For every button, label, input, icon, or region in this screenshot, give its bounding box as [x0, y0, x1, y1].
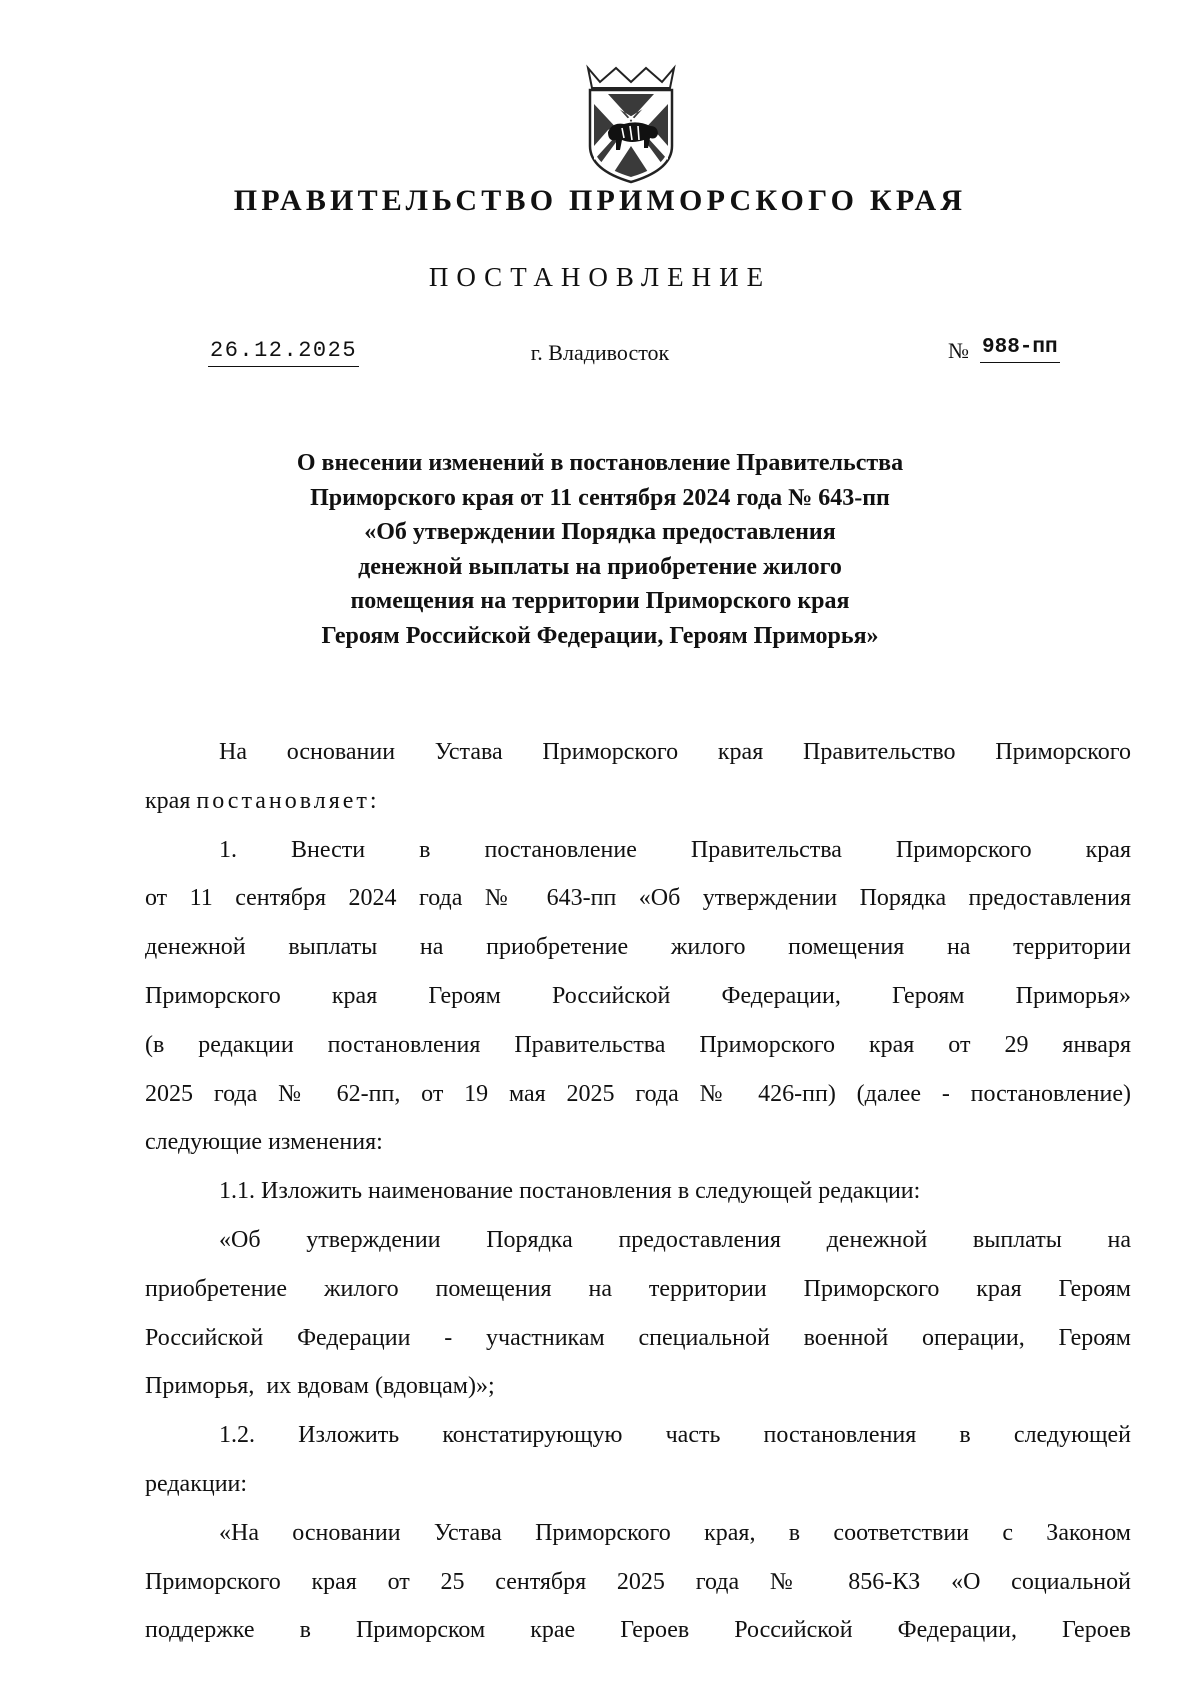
coat-of-arms-icon [578, 60, 684, 186]
paragraph-line [145, 777, 1131, 826]
resolves-word: постановляет: [196, 787, 380, 814]
paragraph-line: Приморского края от 25 сентября 2025 года № 856-КЗ «О социальной [145, 1568, 1131, 1595]
text-fragment: края [145, 787, 197, 814]
paragraph-line: приобретение жилого помещения на территории Приморского края Героям [145, 1275, 1131, 1302]
heading-line: О внесении изменений в постановление Правительства [296, 450, 904, 476]
government-title: ПРАВИТЕЛЬСТВО ПРИМОРСКОГО КРАЯ [233, 184, 967, 217]
paragraph-line: от 11 сентября 2024 года № 643-пп «Об утверждении Порядка предоставления [145, 885, 1131, 912]
heading-line: Героям Российской Федерации, Героям Приморья» [321, 622, 879, 649]
paragraph-line: денежной выплаты на приобретение жилого помещения на территории [145, 934, 1131, 961]
document-type: ПОСТАНОВЛЕНИЕ [428, 262, 772, 292]
paragraph-line: следующие изменения: [145, 1129, 383, 1156]
paragraph-line: редакции: [145, 1470, 248, 1497]
paragraph-line: Приморья, их вдовам (вдовцам)»; [145, 1373, 495, 1400]
paragraph-line: «На основании Устава Приморского края, в соответствии с Законом [219, 1519, 1131, 1546]
heading-line: Приморского края от 11 сентября 2024 года № 643-пп [310, 484, 890, 511]
heading-line: помещения на территории Приморского края [350, 588, 850, 614]
paragraph-line: 1. Внести в постановление Правительства Приморского края [219, 836, 1131, 863]
document-city: г. Владивосток [530, 340, 670, 365]
paragraph-line: поддержке в Приморском крае Героев Российской Федерации, Героев [145, 1617, 1131, 1644]
document-body [145, 728, 1131, 1655]
document-heading [0, 446, 1200, 653]
paragraph-line: «Об утверждении Порядка предоставления денежной выплаты на [219, 1226, 1131, 1253]
paragraph-line: Приморского края Героям Российской Федерации, Героям Приморья» [145, 982, 1131, 1009]
paragraph-line: Российской Федерации - участникам специальной военной операции, Героям [145, 1324, 1131, 1351]
document-number-label: № [948, 338, 969, 363]
heading-line: денежной выплаты на приобретение жилого [358, 553, 842, 580]
document-date: 26.12.2025 [208, 338, 359, 367]
paragraph-line: На основании Устава Приморского края Правительство Приморского [219, 739, 1131, 765]
paragraph-line: 1.1. Изложить наименование постановления в следующей редакции: [219, 1178, 921, 1205]
heading-line: «Об утверждении Порядка предоставления [364, 519, 836, 545]
paragraph-line: (в редакции постановления Правительства Приморского края от 29 января [145, 1031, 1131, 1058]
paragraph-line: 2025 года № 62-пп, от 19 мая 2025 года № 426-пп) (далее - постановление) [145, 1080, 1131, 1107]
document-number: 988-пп [980, 336, 1060, 363]
paragraph-line: 1.2. Изложить констатирующую часть постановления в следующей [219, 1422, 1131, 1449]
